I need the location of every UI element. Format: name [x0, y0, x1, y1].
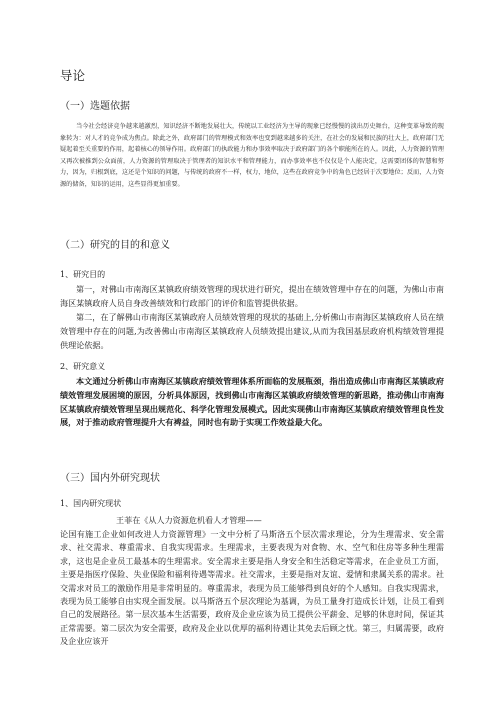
- paragraph-domestic-line1: 王菲在《从人力资源危机看人才管理——: [116, 515, 262, 525]
- paragraph-significance: 本文通过分析佛山市南海区某镇政府绩效管理体系所面临的发展瓶颈，指出造成佛山市南海区某镇政府绩效管理发展困境的原因，分析具体原因，找到佛山市南海区某镇政府绩效管理的新思路，推动佛山市南海区某镇政府绩效管理呈现出规范化、科学化管理发展模式。因此实现佛山市南海区某镇政府绩效管理良性发展，对于推动政府管理提升大有裨益，同时也有助于实现工作效益最大化。: [60, 376, 444, 428]
- section-heading-research-status: （三）国内外研究现状: [60, 473, 160, 484]
- section-heading-basis: （一）选题依据: [60, 101, 130, 112]
- paragraph-domestic: 论国有施工企业如何改进人力资源管理》一文中分析了马斯洛五个层次需求理论，分为生理需求、安全需求、社交需求、尊重需求、自我实现需求。生理需求，主要表现为对食物、水、空气和住房等多种生理需求，这也是企业员工最基本的生理需求。安全需求主要是指人身安全和生活稳定等需求，在企业员工方面，主要是指医疗保险、失业保险和福利待遇等需求。社交需求，主要是指对友谊、爱情和隶属关系的需求。社交需求对员工的激励作用是非常明显的。尊重需求，表现为员工能够得到良好的个人感知。自我实现需求，表现为员工能够自由实现全面发展。以马斯洛五个层次理论为基调，为员工量身打造成长计划，让员工看到自己的发展路径。第一层次基本生活需要，政府及企业应该为员工提供公平薪金、足够的休息时间，保证其正常需要。第二层次为安全需要，政府及企业以优厚的福利待遇让其免去后顾之忧。第三，归属需要，政府及企业应该开: [60, 529, 444, 647]
- subheading-significance: 2、研究意义: [60, 362, 106, 371]
- page-title: 导论: [60, 68, 86, 83]
- paragraph-purpose-2: 第二，在了解佛山市南海区某镇政府人员绩效管理的现状的基础上,分析佛山市南海区某镇政府人员在绩效管理中存在的问题,为改善佛山市南海区某镇政府人员绩效提出建议,从而为我国基层政府机构绩效管理提供理论依据。: [60, 312, 444, 350]
- section-heading-purpose: （二）研究的目的和意义: [60, 240, 170, 251]
- paragraph-basis: 当今社会经济竞争越来越激烈，知识经济不断地发展壮大，传统以工业经济为主导的现象已经慢慢的淡出历史舞台，这种变革导致的现象转为：对人才的竞争成为焦点。除此之外，政府部门的管理模式和效率也变到越来越多的关注，在社会的发展和民族的壮大上，政府部门无疑起着至关重要的作用，起着核心的领导作用。政府部门的执政能力和办事效率取决于政府部门的各个职能所在的人。因此，人力资源的管理又再次被推到公众面前，人力资源的管理取决于管理者的知识水平和管理能力，而办事效率也不仅仅是个人能决定，这需要团体的智慧和努力，因为，归根到底，这还是个知识的问题，与传统的政府不一样，权力，地位，这些在政府竞争中的角色已经居于次要地位；反而，人力资源的储备，知识的运用，这些显得更加重要。: [60, 123, 444, 188]
- subheading-purpose: 1、研究目的: [60, 270, 106, 279]
- paragraph-purpose-1: 第一，对佛山市南海区某镇政府绩效管理的现状进行研究，提出在绩效管理中存在的问题，为佛山市南海区某镇政府人员自身改善绩效和行政部门的评价和监管提供依据。: [60, 284, 444, 308]
- subheading-domestic: 1、国内研究现状: [60, 499, 122, 508]
